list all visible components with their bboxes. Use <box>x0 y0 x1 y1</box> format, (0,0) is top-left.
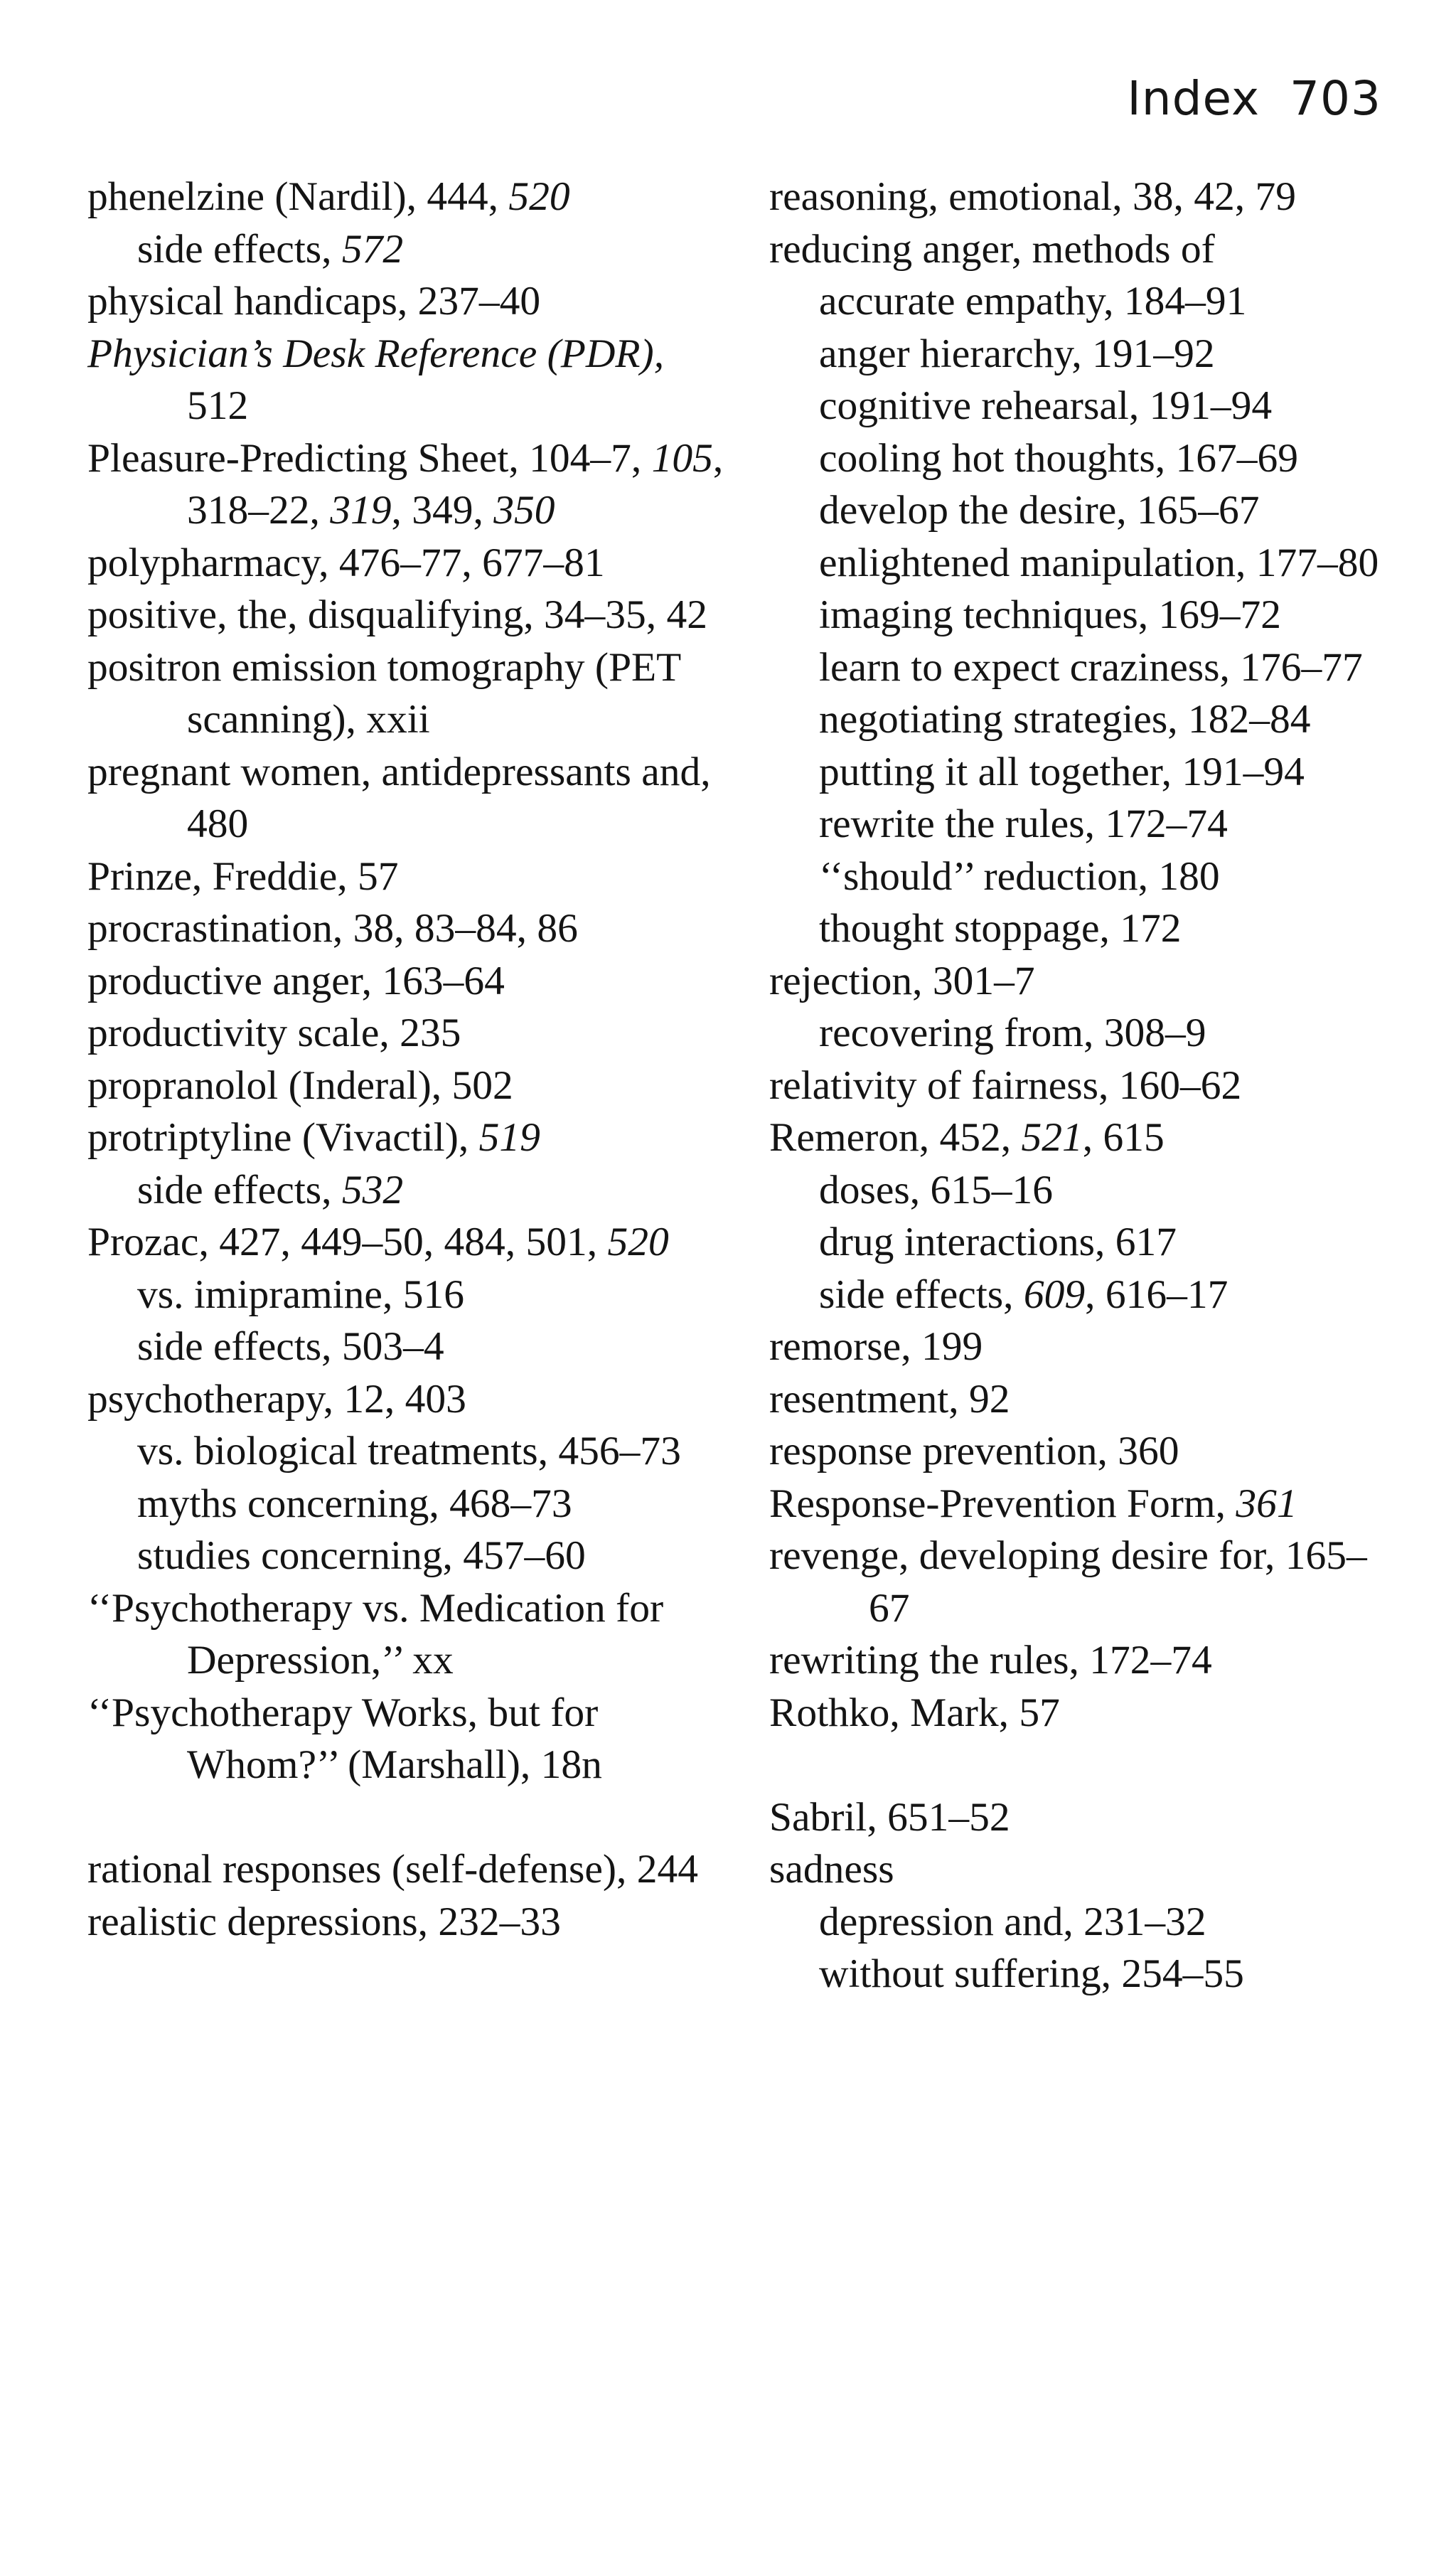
entry-text: phenelzine (Nardil), 444, <box>87 174 509 219</box>
entry-text: propranolol (Inderal), 502 <box>87 1062 513 1108</box>
entry-text: cognitive rehearsal, 191–94 <box>819 383 1273 428</box>
entry-text: reducing anger, methods of <box>769 226 1215 272</box>
index-entry <box>769 1425 1395 1478</box>
entry-page-ref-italic: 532 <box>341 1167 404 1212</box>
entry-text: accurate empathy, 184–91 <box>819 279 1247 324</box>
index-entry <box>87 1112 727 1164</box>
index-subentry <box>769 851 1395 903</box>
index-subentry <box>769 1269 1395 1321</box>
index-subentry <box>87 1269 727 1321</box>
entry-text: ‘‘should’’ reduction, 180 <box>819 853 1220 899</box>
index-subentry <box>769 537 1395 590</box>
entry-text: Sabril, 651–52 <box>769 1794 1010 1840</box>
entry-text: pregnant women, antidepressants and, 480 <box>87 749 711 846</box>
entry-text: , 349, <box>391 488 494 533</box>
entry-text: drug interactions, 617 <box>819 1220 1177 1264</box>
entry-text: imaging techniques, 169–72 <box>819 592 1281 637</box>
index-subentry <box>87 223 727 276</box>
entry-text: side effects, <box>819 1272 1024 1317</box>
index-subentry <box>769 798 1395 851</box>
index-entry <box>769 1687 1395 1739</box>
index-entry <box>769 1791 1395 1844</box>
index-entry <box>769 1060 1395 1112</box>
index-entry <box>769 1843 1395 1896</box>
index-subentry <box>769 589 1395 641</box>
entry-text: protriptyline (Vivactil), <box>87 1115 479 1160</box>
entry-text: anger hierarchy, 191–92 <box>819 331 1215 376</box>
index-entry <box>769 1112 1395 1164</box>
entry-text: putting it all together, 191–94 <box>819 749 1305 794</box>
entry-text: response prevention, 360 <box>769 1429 1179 1473</box>
entry-page-ref-italic: 361 <box>1236 1481 1297 1526</box>
index-entry <box>87 171 727 223</box>
index-subentry <box>87 1530 727 1582</box>
index-entry <box>87 851 727 903</box>
entry-text: develop the desire, 165–67 <box>819 488 1260 533</box>
index-subentry <box>769 693 1395 746</box>
entry-text: ‘‘Psychotherapy Works, but for Whom?’’ (Marshall), 18n <box>87 1690 602 1787</box>
index-subentry <box>769 380 1395 432</box>
entry-text: positron emission tomography (PET scanning), xxii <box>87 644 681 742</box>
entry-text: thought stoppage, 172 <box>819 906 1182 951</box>
entry-text: 512 <box>187 383 249 428</box>
index-entry <box>769 171 1395 223</box>
index-subentry <box>769 1007 1395 1060</box>
entry-page-ref-italic: 521 <box>1021 1115 1083 1160</box>
index-subentry <box>769 484 1395 537</box>
running-head <box>1127 71 1381 126</box>
index-entry <box>769 955 1395 1008</box>
entry-text: doses, 615–16 <box>819 1167 1054 1212</box>
entry-page-ref-italic: 520 <box>607 1220 669 1264</box>
running-head-word: Index <box>1127 71 1260 126</box>
entry-text: realistic depressions, 232–33 <box>87 1899 561 1944</box>
index-subentry <box>87 1321 727 1373</box>
index-entry <box>87 1060 727 1112</box>
entry-text: Remeron, 452, <box>769 1115 1022 1160</box>
index-subentry <box>769 902 1395 955</box>
index-entry <box>87 1007 727 1060</box>
entry-text: side effects, 503–4 <box>137 1324 444 1369</box>
entry-text: studies concerning, 457–60 <box>137 1533 586 1578</box>
entry-text: learn to expect craziness, 176–77 <box>819 644 1363 690</box>
entry-text: vs. biological treatments, 456–73 <box>137 1429 681 1473</box>
index-subentry <box>769 746 1395 799</box>
entry-page-ref-italic: 519 <box>478 1115 540 1160</box>
index-subentry <box>769 328 1395 380</box>
index-entry <box>769 1321 1395 1373</box>
index-subentry <box>769 641 1395 694</box>
entry-text: myths concerning, 468–73 <box>137 1481 572 1526</box>
index-entry <box>87 1216 727 1269</box>
entry-page-ref-italic: 609 <box>1023 1272 1086 1317</box>
entry-text: resentment, 92 <box>769 1376 1010 1422</box>
index-entry <box>87 589 727 641</box>
entry-text: , 615 <box>1082 1115 1165 1160</box>
entry-text: physical handicaps, 237–40 <box>87 279 541 324</box>
entry-text: rewriting the rules, 172–74 <box>769 1638 1212 1683</box>
entry-text: Prozac, 427, 449–50, 484, 501, <box>87 1220 608 1264</box>
index-subentry <box>87 1425 727 1478</box>
entry-text: without suffering, 254–55 <box>819 1951 1244 1996</box>
entry-text: rational responses (self-defense), 244 <box>87 1847 698 1892</box>
entry-text: cooling hot thoughts, 167–69 <box>819 435 1299 481</box>
entry-text: recovering from, 308–9 <box>819 1011 1206 1055</box>
entry-text: , 318–22, <box>187 435 724 533</box>
entry-text: polypharmacy, 476–77, 677–81 <box>87 540 605 585</box>
index-entry <box>87 328 727 432</box>
index-entry <box>769 1373 1395 1426</box>
index-subentry <box>769 1164 1395 1217</box>
entry-text: , 616–17 <box>1085 1272 1228 1317</box>
entry-text: revenge, developing desire for, 165–67 <box>769 1533 1367 1631</box>
index-entry <box>87 537 727 590</box>
entry-text: psychotherapy, 12, 403 <box>87 1376 466 1422</box>
entry-text: side effects, <box>137 226 342 272</box>
index-entry <box>87 902 727 955</box>
entry-text: sadness <box>769 1847 894 1892</box>
index-subentry <box>769 275 1395 328</box>
index-subentry <box>769 1216 1395 1269</box>
entry-text: rewrite the rules, 172–74 <box>819 801 1228 846</box>
entry-text: enlightened manipulation, 177–80 <box>819 540 1379 585</box>
entry-text: ‘‘Psychotherapy vs. Medication for Depression,’’ xx <box>87 1585 664 1683</box>
entry-text: relativity of fairness, 160–62 <box>769 1062 1242 1108</box>
entry-page-ref-italic: 105 <box>651 435 713 481</box>
entry-text: Rothko, Mark, 57 <box>769 1690 1060 1735</box>
index-entry <box>87 746 727 851</box>
entry-text: vs. imipramine, 516 <box>137 1272 464 1317</box>
entry-text: procrastination, 38, 83–84, 86 <box>87 906 578 951</box>
entry-text: rejection, 301–7 <box>769 958 1035 1003</box>
page-number: 703 <box>1290 71 1381 126</box>
index-entry <box>769 1478 1395 1530</box>
index-entry <box>87 1687 727 1791</box>
entry-text: negotiating strategies, 182–84 <box>819 697 1311 742</box>
entry-page-ref-italic: 350 <box>493 488 555 533</box>
index-subentry <box>769 432 1395 485</box>
entry-page-ref-italic: Physician’s Desk Reference (PDR), <box>87 331 665 376</box>
index-entry <box>769 223 1395 276</box>
index-entry <box>87 1896 727 1949</box>
index-subentry <box>87 1478 727 1530</box>
entry-text: depression and, 231–32 <box>819 1899 1206 1944</box>
entry-page-ref-italic: 319 <box>330 488 392 533</box>
index-column-right <box>769 171 1395 2000</box>
entry-text: Pleasure-Predicting Sheet, 104–7, <box>87 435 652 481</box>
index-entry <box>87 275 727 328</box>
entry-text: productivity scale, 235 <box>87 1011 461 1055</box>
index-subentry <box>87 1164 727 1217</box>
entry-text: reasoning, emotional, 38, 42, 79 <box>769 174 1296 219</box>
entry-text: positive, the, disqualifying, 34–35, 42 <box>87 592 708 637</box>
index-entry <box>87 1582 727 1687</box>
index-entry <box>769 1634 1395 1687</box>
entry-text: Prinze, Freddie, 57 <box>87 853 399 899</box>
entry-text: remorse, 199 <box>769 1324 983 1369</box>
index-entry <box>87 432 727 537</box>
index-entry <box>87 1843 727 1896</box>
index-entry <box>769 1530 1395 1634</box>
index-entry <box>87 955 727 1008</box>
index-entry <box>87 1373 727 1426</box>
index-subentry <box>769 1948 1395 2000</box>
index-column-left <box>87 171 727 1948</box>
entry-page-ref-italic: 572 <box>341 226 404 272</box>
index-entry <box>87 641 727 746</box>
entry-text: Response-Prevention Form, <box>769 1481 1236 1526</box>
entry-page-ref-italic: 520 <box>508 174 570 219</box>
entry-text: productive anger, 163–64 <box>87 958 505 1003</box>
entry-text: side effects, <box>137 1167 342 1212</box>
index-subentry <box>769 1896 1395 1949</box>
